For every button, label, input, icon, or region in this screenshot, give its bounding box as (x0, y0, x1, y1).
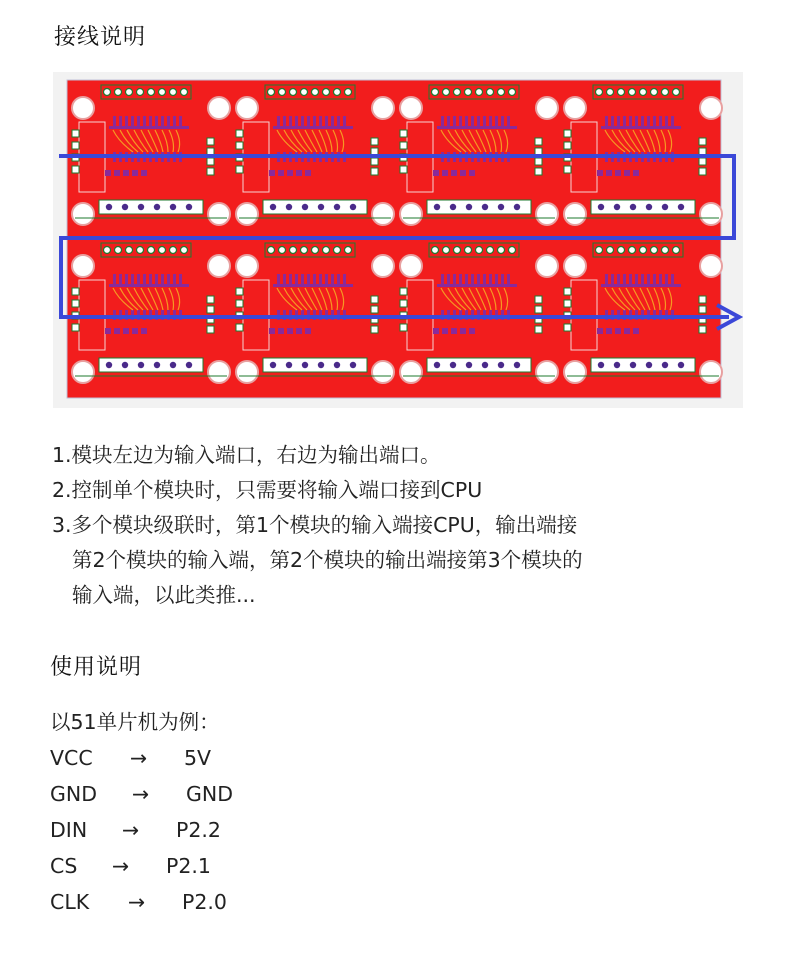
target-label: P2.1 (166, 854, 211, 878)
target-label: 5V (184, 746, 212, 770)
connection-row-cs (50, 848, 310, 884)
target-label: GND (186, 782, 234, 806)
pin-label: CLK (50, 890, 90, 914)
note-3-cont-1: 第2个模块的输入端，第2个模块的输出端接第3个模块的 (72, 548, 583, 572)
wiring-title: 接线说明 (54, 25, 147, 50)
pcb-image (53, 72, 743, 408)
wiring-notes (52, 438, 762, 613)
note-1: 1.模块左边为输入端口，右边为输出端口。 (52, 443, 441, 467)
target-label: P2.0 (182, 890, 227, 914)
connection-row-gnd (50, 776, 310, 812)
connection-row-vcc (50, 740, 310, 776)
arrow-icon: → (122, 818, 140, 842)
pcb-figure (53, 72, 743, 408)
connection-row-din (50, 812, 310, 848)
arrow-icon: → (130, 746, 148, 770)
pin-label: VCC (50, 746, 93, 770)
connection-row-clk (50, 884, 310, 920)
usage-section (50, 704, 310, 920)
usage-title: 使用说明 (50, 655, 143, 680)
note-2: 2.控制单个模块时，只需要将输入端口接到CPU (52, 478, 483, 502)
pin-label: CS (50, 854, 78, 878)
target-label: P2.2 (176, 818, 221, 842)
arrow-icon: → (132, 782, 150, 806)
usage-intro: 以51单片机为例： (50, 710, 220, 734)
pin-label: GND (50, 782, 98, 806)
note-3-cont-2: 输入端，以此类推... (72, 583, 256, 607)
pin-label: DIN (50, 818, 88, 842)
arrow-icon: → (128, 890, 146, 914)
note-3: 3.多个模块级联时，第1个模块的输入端接CPU，输出端接 (52, 513, 578, 537)
arrow-icon: → (112, 854, 130, 878)
